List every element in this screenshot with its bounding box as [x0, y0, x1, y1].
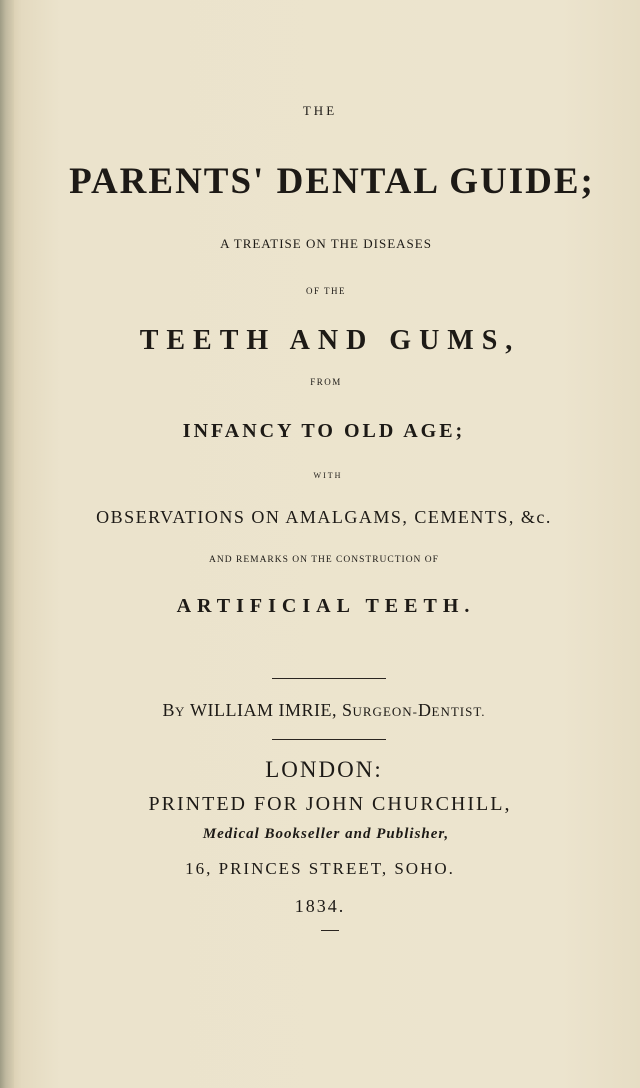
profession-urgeon: URGEON- [352, 704, 418, 719]
profession-entist: ENTIST. [431, 704, 486, 719]
imprint-address: 16, PRINCES STREET, SOHO. [185, 859, 455, 878]
imprint-year: 1834. [294, 896, 346, 916]
byline-by-initial: B [162, 700, 175, 720]
subtitle-observations: OBSERVATIONS ON AMALGAMS, CEMENTS, &c. [96, 507, 552, 527]
divider-rule [272, 739, 386, 740]
subtitle-teeth-gums: TEETH AND GUMS, [139, 325, 521, 356]
author-name: WILLIAM IMRIE, [185, 700, 342, 720]
subtitle-with: WITH [313, 471, 343, 480]
subtitle-treatise: A TREATISE ON THE DISEASES [220, 236, 432, 251]
subtitle-artificial-teeth: ARTIFICIAL TEETH. [176, 595, 476, 617]
subtitle-of-the: OF THE [305, 286, 347, 296]
imprint-city: LONDON: [265, 757, 383, 782]
byline-by-rest: Y [174, 704, 186, 719]
title-the: THE [302, 103, 338, 118]
divider-rule [272, 678, 386, 679]
imprint-printer: PRINTED FOR JOHN CHURCHILL, [148, 793, 512, 815]
imprint-bookseller: Medical Bookseller and Publisher, [202, 826, 450, 842]
subtitle-remarks: AND REMARKS ON THE CONSTRUCTION OF [209, 555, 439, 565]
subtitle-from: FROM [310, 377, 342, 387]
divider-short-rule [321, 930, 339, 931]
author-byline [0, 700, 640, 721]
subtitle-infancy: INFANCY TO OLD AGE; [182, 420, 466, 442]
profession-initial-s: S [341, 700, 353, 720]
profession-initial-d: D [418, 700, 432, 720]
main-title: PARENTS' DENTAL GUIDE; [69, 161, 595, 202]
